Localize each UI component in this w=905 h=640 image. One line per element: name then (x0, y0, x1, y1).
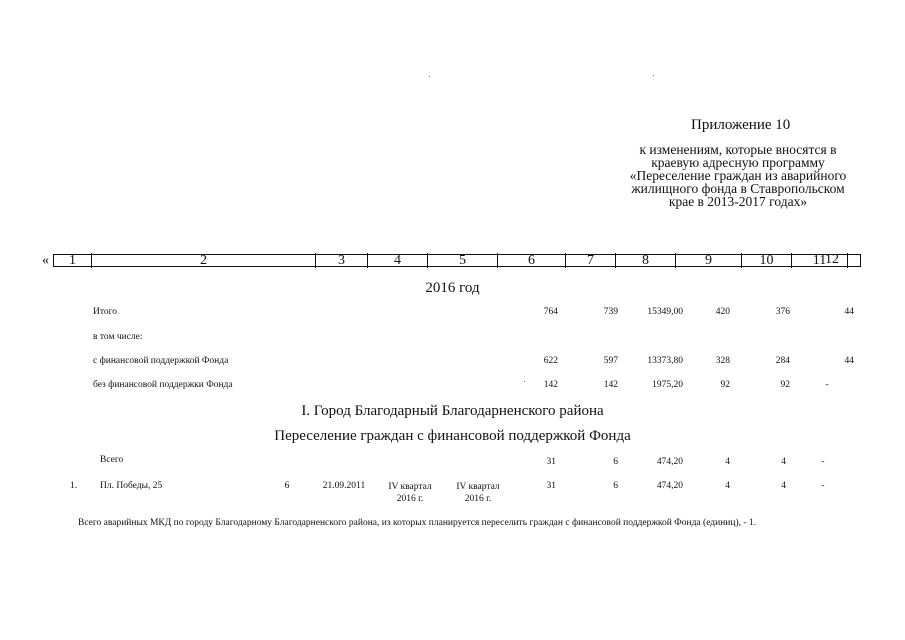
cell-col11: 284 (775, 356, 790, 366)
row-number: 1. (70, 481, 78, 491)
row-label: с финансовой поддержкой Фонда (93, 356, 229, 366)
cell-col12: - (825, 380, 829, 390)
scan-speck (653, 75, 654, 76)
column-number: 1 (54, 253, 92, 268)
row-label: Итого (93, 307, 118, 317)
cell-col3: 6 (284, 481, 290, 491)
cell-col9: 13373,80 (647, 356, 683, 366)
column-number: 4 (368, 253, 428, 268)
opening-quote: « (42, 253, 49, 268)
cell-col9: 474,20 (656, 481, 683, 491)
cell-col12: 44 (844, 356, 854, 366)
cell-col7: 764 (543, 307, 558, 317)
cell-col11: 4 (781, 457, 786, 467)
cell-col7: 31 (546, 481, 556, 491)
cell-col9: 474,20 (656, 457, 683, 467)
cell-col5: IV квартал 2016 г. (388, 482, 432, 504)
cell-col8: 6 (613, 457, 618, 467)
footnote: Всего аварийных МКД по городу Благодарному Благодарненского района, из которых планируется переселить граждан с финансовой поддержкой Фонда (единиц), - 1. (78, 518, 757, 528)
appendix-text: к изменениям, которые вносятся в краевую адресную программу «Переселение граждан из аварийного жилищного фонда в Ставропольском крае в 2013-2017 годах» (629, 142, 847, 209)
cell-col8: 142 (603, 380, 618, 390)
section-heading: I. Город Благодарный Благодарненского района (301, 403, 604, 419)
row-label: Всего (100, 455, 124, 465)
column-number: 2 (92, 253, 316, 268)
column-number: 6 (498, 253, 566, 268)
cell-col8: 6 (613, 481, 618, 491)
cell-col10: 4 (725, 457, 730, 467)
cell-col12: 44 (844, 307, 854, 317)
cell-col10: 328 (715, 356, 730, 366)
cell-col11: 4 (781, 481, 786, 491)
column-number (848, 253, 860, 268)
appendix-title: Приложение 10 (691, 117, 791, 133)
cell-col9: 15349,00 (647, 307, 683, 317)
column-number: 8 (616, 253, 676, 268)
row-label: в том числе: (93, 332, 143, 342)
column-number: 11 (792, 253, 848, 268)
cell-col10: 92 (720, 380, 730, 390)
cell-col9: 1975,20 (652, 380, 683, 390)
column-number: 3 (316, 253, 368, 268)
cell-col7: 31 (546, 457, 556, 467)
cell-col7: 622 (543, 356, 558, 366)
cell-col12: - (821, 481, 825, 491)
column-number: 7 (566, 253, 616, 268)
cell-col11: 92 (780, 380, 790, 390)
cell-col8: 739 (603, 307, 618, 317)
cell-col12: - (821, 457, 825, 467)
address: Пл. Победы, 25 (100, 481, 163, 491)
subsection-heading: Переселение граждан с финансовой поддержкой Фонда (274, 428, 631, 444)
cell-col8: 597 (603, 356, 618, 366)
scan-speck (429, 76, 430, 77)
row-label: без финансовой поддержки Фонда (93, 380, 233, 390)
year-heading: 2016 год (425, 280, 480, 296)
cell-col4: 21.09.2011 (322, 481, 366, 491)
cell-col11: 376 (775, 307, 790, 317)
cell-col10: 4 (725, 481, 730, 491)
column-number-header (53, 254, 861, 267)
cell-col7: 142 (543, 380, 558, 390)
column-number: 5 (428, 253, 498, 268)
cell-col10: 420 (715, 307, 730, 317)
column-number: 12 (825, 252, 839, 267)
column-number: 9 (676, 253, 742, 268)
cell-col6: IV квартал 2016 г. (456, 482, 500, 504)
column-number: 10 (742, 253, 792, 268)
